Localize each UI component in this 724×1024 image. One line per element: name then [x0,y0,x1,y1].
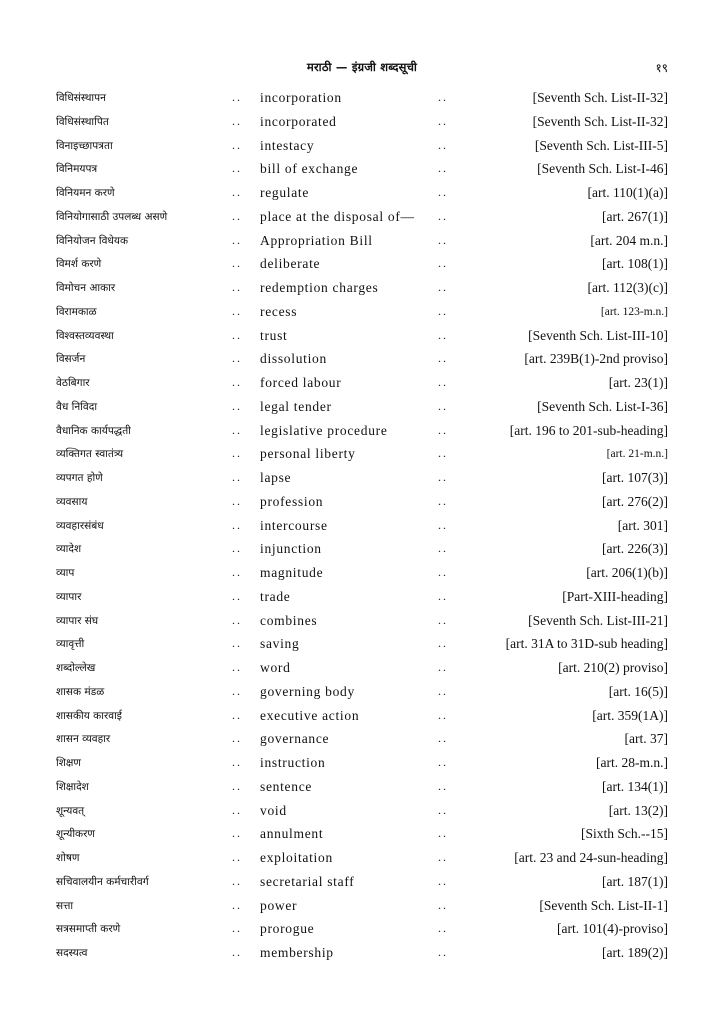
marathi-term: शासक मंडळ [56,685,105,698]
english-term: intercourse [260,517,328,533]
article-reference: [art. 110(1)(a)] [587,185,668,200]
article-reference: [art. 107(3)] [602,470,668,485]
leader-dots: .. [438,636,448,651]
article-reference: [Seventh Sch. List-III-21] [528,612,668,628]
article-reference: [art. 37] [624,731,668,747]
marathi-term: विनाइच्छापत्रता [56,139,113,152]
article-reference: [Sixth Sch.--15] [581,826,668,842]
english-term: intestacy [260,137,315,153]
marathi-term: शून्यवत् [56,804,85,817]
article-reference: [Seventh Sch. List-II-32] [532,113,668,129]
marathi-term: शोषण [56,852,80,864]
leader-dots: .. [232,707,242,722]
marathi-term: व्यापार संघ [56,614,99,627]
marathi-term: व्यवहारसंबंध [56,519,104,532]
leader-dots: .. [232,232,242,247]
leader-dots: .. [232,280,242,294]
glossary-entry [0,300,724,324]
leader-dots: .. [232,921,242,936]
glossary-entry [0,157,724,181]
marathi-term: वेठबिगार [56,377,90,389]
leader-dots: .. [232,850,242,864]
leader-dots: .. [232,897,242,912]
leader-dots: .. [232,660,242,674]
marathi-term: विश्वस्तव्यवस्था [56,329,114,342]
page-number: १९ [655,61,668,75]
leader-dots: .. [438,446,448,461]
glossary-entry [0,632,724,656]
article-reference: [Seventh Sch. List-III-10] [528,327,668,343]
article-reference: [art. 196 to 201-sub-heading] [509,422,668,438]
glossary-entry [0,86,724,110]
article-reference: [art. 123-m.n.] [600,305,668,318]
english-term: trade [260,588,291,604]
glossary-entry [0,276,724,300]
article-reference: [art. 206(1)(b)] [586,565,668,580]
marathi-term: व्यक्तिगत स्वातंत्र्य [56,448,124,461]
leader-dots: .. [438,493,448,508]
article-reference: [art. 13(2)] [608,802,668,818]
leader-dots: .. [232,90,242,104]
glossary-entry [0,347,724,371]
glossary-entry [0,799,724,823]
marathi-term: सत्रसमाप्ती करणे [56,923,121,936]
english-term: membership [260,945,334,960]
glossary-entry [0,941,724,965]
article-reference: [Seventh Sch. List-II-32] [532,90,668,105]
english-term: recess [260,303,298,319]
leader-dots: .. [232,137,242,152]
leader-dots: .. [232,470,242,484]
glossary-entry [0,514,724,538]
leader-dots: .. [232,873,242,888]
marathi-term: सदस्यत्व [56,947,88,959]
english-term: incorporation [260,90,342,105]
leader-dots: .. [438,517,448,532]
english-term: place at the disposal of— [260,208,415,224]
article-reference: [Part-XIII-heading] [562,588,668,604]
glossary-entry [0,680,724,704]
glossary-entry [0,727,724,751]
leader-dots: .. [232,945,242,959]
leader-dots: .. [438,541,448,556]
marathi-term: विधिसंस्थापन [56,92,106,104]
article-reference: [art. 23(1)] [608,375,668,390]
english-term: governance [260,731,330,747]
leader-dots: .. [232,446,242,461]
leader-dots: .. [438,850,448,864]
leader-dots: .. [232,351,242,366]
leader-dots: .. [438,588,448,603]
glossary-entry [0,371,724,395]
english-term: prorogue [260,921,315,937]
english-term: void [260,802,287,818]
leader-dots: .. [438,232,448,247]
marathi-term: शिक्षादेश [56,780,89,793]
glossary-entry [0,846,724,870]
glossary-entry [0,181,724,205]
marathi-term: व्याप [56,567,75,579]
leader-dots: .. [232,375,242,389]
article-reference: [Seventh Sch. List-II-1] [539,897,668,913]
article-reference: [art. 187(1)] [602,873,668,889]
english-term: Appropriation Bill [260,232,373,248]
english-term: exploitation [260,850,333,865]
leader-dots: .. [232,802,242,817]
english-term: bill of exchange [260,161,359,177]
article-reference: [art. 210(2) proviso] [558,660,668,675]
article-reference: [art. 112(3)(c)] [587,280,668,295]
leader-dots: .. [232,303,242,318]
english-term: profession [260,493,324,509]
glossary-entry [0,704,724,728]
glossary-entry [0,442,724,466]
english-term: legislative procedure [260,422,388,438]
article-reference: [art. 21-m.n.] [606,448,668,461]
glossary-entry [0,229,724,253]
leader-dots: .. [438,208,448,223]
leader-dots: .. [232,113,242,128]
article-reference: [art. 101(4)-proviso] [557,921,668,937]
article-reference: [art. 226(3)] [602,541,668,557]
leader-dots: .. [438,612,448,627]
glossary-entry [0,561,724,585]
article-reference: [art. 189(2)] [602,945,668,960]
leader-dots: .. [438,280,448,294]
glossary-list [0,86,724,965]
english-term: legal tender [260,398,332,414]
leader-dots: .. [438,327,448,342]
leader-dots: .. [438,256,448,271]
english-term: personal liberty [260,446,356,462]
english-term: governing body [260,683,355,699]
glossary-entry [0,870,724,894]
article-reference: [art. 301] [617,517,668,533]
article-reference: [art. 359(1A)] [592,707,668,723]
article-reference: [art. 267(1)] [602,208,668,224]
marathi-term: विरामकाळ [56,305,97,318]
glossary-entry [0,252,724,276]
leader-dots: .. [438,731,448,746]
english-term: lapse [260,470,292,485]
leader-dots: .. [438,422,448,437]
leader-dots: .. [438,398,448,413]
article-reference: [art. 108(1)] [602,256,668,272]
marathi-term: शब्दोल्लेख [56,662,96,674]
marathi-term: विमोचन आकार [56,282,116,294]
glossary-entry [0,894,724,918]
leader-dots: .. [232,588,242,603]
leader-dots: .. [232,683,242,698]
article-reference: [art. 31A to 31D-sub heading] [505,636,668,652]
leader-dots: .. [232,208,242,223]
marathi-term: वैधानिक कार्यपद्धती [56,424,131,437]
leader-dots: .. [438,375,448,389]
leader-dots: .. [232,565,242,579]
english-term: secretarial staff [260,873,355,889]
page-header [0,58,724,78]
glossary-entry [0,490,724,514]
page-title: मराठी — इंग्रजी शब्दसूची [306,60,418,74]
article-reference: [art. 276(2)] [602,493,668,509]
leader-dots: .. [438,778,448,793]
leader-dots: .. [232,612,242,627]
leader-dots: .. [438,826,448,841]
glossary-entry [0,205,724,229]
leader-dots: .. [438,90,448,104]
english-term: saving [260,636,300,652]
glossary-entry [0,751,724,775]
article-reference: [art. 134(1)] [602,778,668,794]
article-reference: [Seventh Sch. List-I-46] [537,161,668,177]
glossary-entry [0,395,724,419]
english-term: regulate [260,185,310,200]
leader-dots: .. [438,707,448,722]
leader-dots: .. [438,470,448,484]
leader-dots: .. [438,303,448,318]
leader-dots: .. [232,731,242,746]
marathi-term: विनिमयपत्र [56,163,98,176]
english-term: combines [260,612,318,628]
marathi-term: शून्यीकरण [56,828,95,841]
english-term: instruction [260,755,326,770]
marathi-term: सत्ता [56,899,74,912]
english-term: forced labour [260,375,342,390]
marathi-term: विसर्जन [56,353,86,366]
article-reference: [Seventh Sch. List-III-5] [534,137,668,153]
english-term: annulment [260,826,324,842]
article-reference: [art. 28-m.n.] [596,755,668,770]
marathi-term: व्यापार [56,590,82,603]
leader-dots: .. [232,493,242,508]
leader-dots: .. [438,161,448,176]
leader-dots: .. [232,256,242,271]
article-reference: [art. 23 and 24-sun-heading] [514,850,668,865]
leader-dots: .. [438,113,448,128]
leader-dots: .. [232,161,242,176]
marathi-term: शासन व्यवहार [56,733,111,746]
marathi-term: व्यावृत्ती [56,638,85,651]
english-term: trust [260,327,288,343]
leader-dots: .. [232,185,242,199]
article-reference: [art. 204 m.n.] [590,232,668,248]
leader-dots: .. [438,921,448,936]
leader-dots: .. [232,327,242,342]
article-reference: [Seventh Sch. List-I-36] [537,398,668,414]
leader-dots: .. [438,185,448,199]
leader-dots: .. [438,802,448,817]
leader-dots: .. [438,897,448,912]
english-term: deliberate [260,256,321,272]
leader-dots: .. [438,660,448,674]
marathi-term: विनियोगासाठी उपलब्ध असणे [56,210,168,223]
article-reference: [art. 16(5)] [608,683,668,699]
glossary-entry [0,537,724,561]
marathi-term: व्यवसाय [56,495,88,508]
marathi-term: शासकीय कारवाई [56,709,122,722]
glossary-entry [0,775,724,799]
leader-dots: .. [232,541,242,556]
leader-dots: .. [438,137,448,152]
glossary-entry [0,917,724,941]
leader-dots: .. [438,683,448,698]
glossary-entry [0,585,724,609]
marathi-term: विमर्श करणे [56,258,102,271]
english-term: redemption charges [260,280,379,295]
english-term: power [260,897,298,913]
leader-dots: .. [232,755,242,769]
leader-dots: .. [438,565,448,579]
glossary-entry [0,419,724,443]
glossary-entry [0,110,724,134]
english-term: injunction [260,541,322,557]
leader-dots: .. [232,636,242,651]
glossary-entry [0,466,724,490]
marathi-term: विधिसंस्थापित [56,115,109,128]
marathi-term: विनियोजन विधेयक [56,234,129,247]
marathi-term: विनियमन करणे [56,187,115,199]
glossary-entry [0,656,724,680]
english-term: incorporated [260,113,337,129]
glossary-entry [0,609,724,633]
marathi-term: सचिवालयीन कर्मचारीवर्ग [56,875,149,888]
glossary-entry [0,822,724,846]
leader-dots: .. [232,826,242,841]
english-term: magnitude [260,565,324,580]
article-reference: [art. 239B(1)-2nd proviso] [524,351,668,367]
glossary-entry [0,324,724,348]
leader-dots: .. [438,755,448,769]
leader-dots: .. [438,873,448,888]
english-term: sentence [260,778,313,794]
leader-dots: .. [232,398,242,413]
leader-dots: .. [232,778,242,793]
leader-dots: .. [438,945,448,959]
english-term: dissolution [260,351,327,367]
english-term: executive action [260,707,360,723]
marathi-term: व्यादेश [56,543,82,556]
marathi-term: व्यपगत होणे [56,472,103,484]
english-term: word [260,660,291,675]
marathi-term: वैध निविदा [56,400,98,413]
leader-dots: .. [232,422,242,437]
marathi-term: शिक्षण [56,757,81,769]
leader-dots: .. [232,517,242,532]
leader-dots: .. [438,351,448,366]
glossary-entry [0,134,724,158]
